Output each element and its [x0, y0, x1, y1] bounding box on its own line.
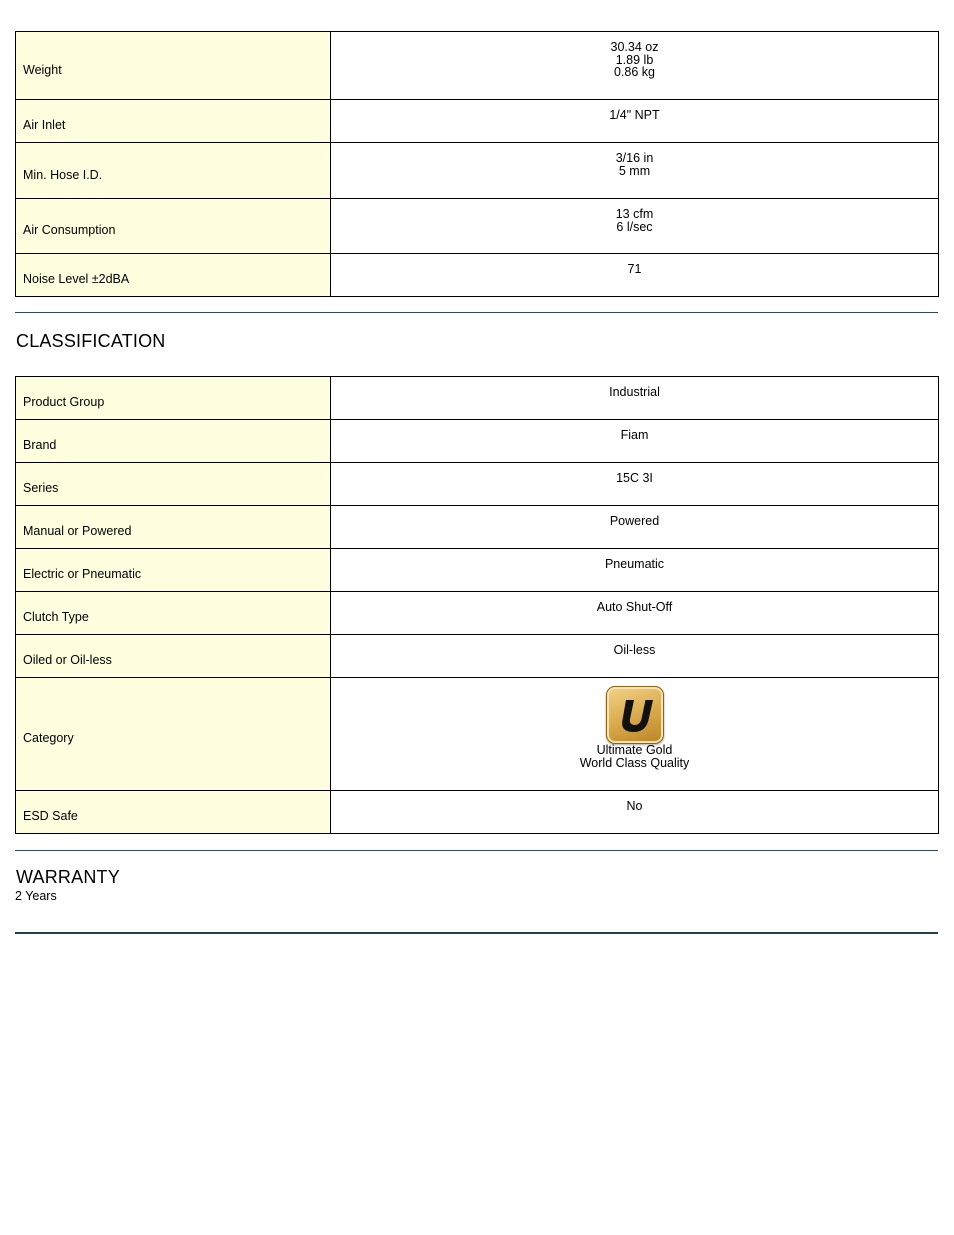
footer-divider — [15, 932, 938, 934]
class-label-brand: Brand — [16, 420, 331, 463]
class-value-electric-or-pneumatic — [331, 549, 939, 592]
value-line: 1.89 lb — [615, 52, 654, 67]
value-line: 6 l/sec — [616, 219, 653, 234]
value-line: 71 — [627, 262, 642, 276]
class-label-series: Series — [16, 463, 331, 506]
value-line: 0.86 kg — [613, 65, 655, 79]
value-line: 15C 3I — [616, 471, 653, 485]
value-line: 30.34 oz — [610, 40, 659, 54]
class-label-category: Category — [16, 678, 331, 791]
class-value-esd-safe — [331, 791, 939, 834]
class-value-clutch-type — [331, 592, 939, 635]
table-row — [16, 678, 939, 791]
warranty-heading: WARRANTY — [16, 867, 120, 887]
table-row — [16, 592, 939, 635]
u-letter-icon — [615, 695, 655, 735]
spec-label-noise-level: Noise Level ±2dBA — [16, 254, 331, 297]
table-row — [16, 32, 939, 100]
class-label-electric-or-pneumatic: Electric or Pneumatic — [16, 549, 331, 592]
class-value-manual-or-powered — [331, 506, 939, 549]
spec-value-min-hose-id — [331, 143, 939, 199]
value-line: Powered — [609, 514, 660, 528]
spec-value-air-inlet — [331, 100, 939, 143]
table-row — [16, 506, 939, 549]
ultimate-gold-u-icon — [606, 686, 664, 744]
class-label-oiled-or-oil-less: Oiled or Oil-less — [16, 635, 331, 678]
value-line: Oil-less — [613, 643, 656, 657]
spec-label-air-inlet: Air Inlet — [16, 100, 331, 143]
classification-table — [15, 376, 939, 834]
warranty-value: 2 Years — [15, 889, 57, 903]
value-line: Industrial — [609, 385, 660, 399]
spec-label-air-consumption: Air Consumption — [16, 199, 331, 254]
class-value-oiled-or-oil-less — [331, 635, 939, 678]
class-value-brand — [331, 420, 939, 463]
value-line: 13 cfm — [615, 207, 654, 221]
category-line-1: Ultimate Gold — [596, 743, 673, 757]
value-line: Fiam — [620, 428, 649, 442]
table-row — [16, 420, 939, 463]
table-row — [16, 100, 939, 143]
spec-value-noise-level — [331, 254, 939, 297]
section-divider — [15, 312, 938, 313]
value-line: Auto Shut-Off — [596, 600, 673, 614]
category-line-2: World Class Quality — [579, 755, 690, 770]
value-line: 3/16 in — [615, 151, 654, 165]
section-divider — [15, 850, 938, 851]
category-badge-group — [331, 686, 938, 769]
specifications-table — [15, 31, 939, 297]
class-label-esd-safe: ESD Safe — [16, 791, 331, 834]
value-line: Pneumatic — [604, 557, 665, 571]
class-label-product-group: Product Group — [16, 377, 331, 420]
table-row — [16, 199, 939, 254]
spec-label-min-hose-id: Min. Hose I.D. — [16, 143, 331, 199]
class-label-manual-or-powered: Manual or Powered — [16, 506, 331, 549]
spec-value-weight — [331, 32, 939, 100]
class-value-product-group — [331, 377, 939, 420]
class-value-category — [331, 678, 939, 791]
class-label-clutch-type: Clutch Type — [16, 592, 331, 635]
spec-label-weight: Weight — [16, 32, 331, 100]
table-row — [16, 143, 939, 199]
spec-value-air-consumption — [331, 199, 939, 254]
value-line: No — [626, 799, 643, 813]
table-row — [16, 635, 939, 678]
table-row — [16, 463, 939, 506]
table-row — [16, 791, 939, 834]
class-value-series — [331, 463, 939, 506]
value-line: 1/4" NPT — [609, 108, 660, 122]
table-row — [16, 549, 939, 592]
classification-heading: CLASSIFICATION — [16, 331, 166, 351]
table-row — [16, 254, 939, 297]
table-row — [16, 377, 939, 420]
value-line: 5 mm — [618, 163, 651, 178]
